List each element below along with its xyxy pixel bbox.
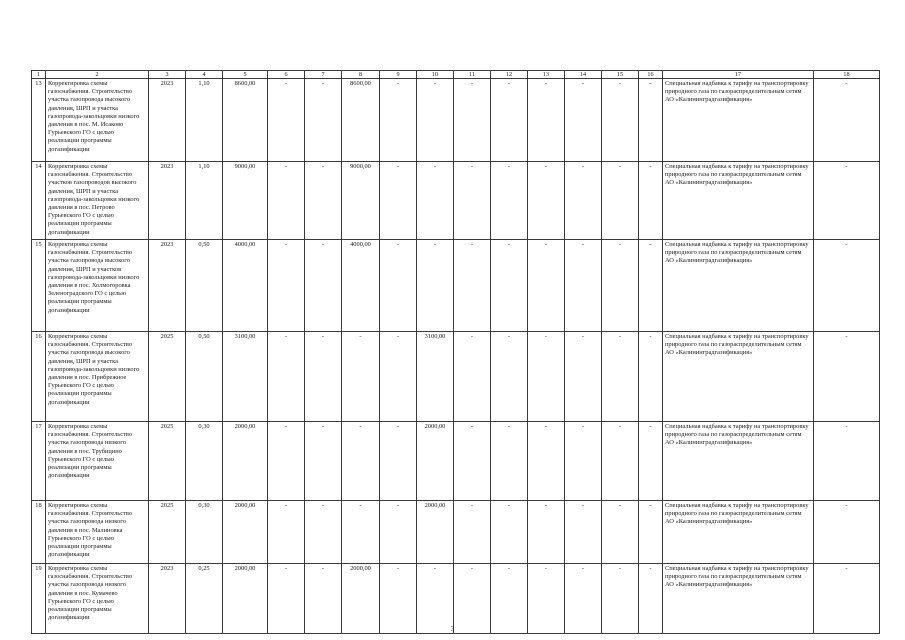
- value-cell: -: [565, 240, 602, 332]
- year-cell: 2023: [149, 240, 186, 332]
- value-cell: -: [602, 501, 639, 564]
- total-cost-cell: 2000,00: [223, 564, 268, 634]
- header-cell: 16: [639, 71, 663, 79]
- value-cell: -: [417, 162, 454, 240]
- description-cell: Корректировка схемы газоснабжения. Строительство участка газопровода низкого давления в пос. Кумачево Гурьевского ГО с целью реализации программы догазификации: [46, 564, 149, 634]
- funding-source-cell: Специальная надбавка к тарифу на транспортировку природного газа по газораспределительным сетям АО «Калининградгазификация»: [663, 422, 814, 501]
- header-cell: 3: [149, 71, 186, 79]
- value-cell: -: [305, 332, 342, 422]
- value-cell: -: [305, 162, 342, 240]
- value-cell: -: [342, 422, 380, 501]
- value-cell: -: [268, 79, 305, 162]
- description-cell: Корректировка схемы газоснабжения. Строительство участка газопровода высокого давления, ШРП и участка газопровода-закольцовки низкого давления в пос. М. Исаково Гурьевского ГО с целью реализации программы догазификации: [46, 79, 149, 162]
- row-number-cell: 14: [32, 162, 46, 240]
- table-row: [32, 332, 880, 422]
- description-cell: Корректировка схемы газоснабжения. Строительство участка газопровода высокого давления, ШРП и участков газопровода-закольцовки низкого давления в пос. Холмогоровка Зеленоградского ГО с целью реализации программы догазификации: [46, 240, 149, 332]
- length-cell: 1,10: [186, 79, 223, 162]
- funding-source-cell: Специальная надбавка к тарифу на транспортировку природного газа по газораспределительным сетям АО «Калининградгазификация»: [663, 332, 814, 422]
- value-cell: -: [417, 564, 454, 634]
- year-cell: 2025: [149, 501, 186, 564]
- total-cost-cell: 3100,00: [223, 332, 268, 422]
- header-cell: 1: [32, 71, 46, 79]
- value-cell: -: [639, 332, 663, 422]
- row-number-cell: 16: [32, 332, 46, 422]
- value-cell: -: [528, 564, 565, 634]
- header-cell: 15: [602, 71, 639, 79]
- year-cell: 2025: [149, 422, 186, 501]
- value-cell: -: [639, 240, 663, 332]
- table-row: [32, 240, 880, 332]
- table-row: [32, 162, 880, 240]
- length-cell: 0,30: [186, 501, 223, 564]
- value-cell: -: [380, 564, 417, 634]
- value-cell: -: [565, 564, 602, 634]
- value-cell: 3100,00: [417, 332, 454, 422]
- value-cell: -: [417, 79, 454, 162]
- year-cell: 2023: [149, 79, 186, 162]
- value-cell: -: [342, 332, 380, 422]
- value-cell: -: [565, 79, 602, 162]
- funding-source-cell: Специальная надбавка к тарифу на транспортировку природного газа по газораспределительным сетям АО «Калининградгазификация»: [663, 162, 814, 240]
- value-cell: -: [454, 422, 491, 501]
- header-cell: 13: [528, 71, 565, 79]
- value-cell: -: [565, 422, 602, 501]
- value-cell: -: [305, 422, 342, 501]
- value-cell: -: [380, 162, 417, 240]
- value-cell: -: [565, 162, 602, 240]
- value-cell: 9000,00: [342, 162, 380, 240]
- total-cost-cell: 2000,00: [223, 501, 268, 564]
- header-cell: 12: [491, 71, 528, 79]
- value-cell: -: [380, 79, 417, 162]
- header-cell: 9: [380, 71, 417, 79]
- value-cell: -: [268, 162, 305, 240]
- value-cell: -: [268, 501, 305, 564]
- value-cell: -: [814, 79, 880, 162]
- length-cell: 0,25: [186, 564, 223, 634]
- table-row: [32, 501, 880, 564]
- value-cell: -: [491, 564, 528, 634]
- value-cell: -: [491, 422, 528, 501]
- value-cell: -: [814, 422, 880, 501]
- value-cell: -: [268, 564, 305, 634]
- value-cell: -: [305, 501, 342, 564]
- value-cell: 8600,00: [342, 79, 380, 162]
- value-cell: -: [454, 240, 491, 332]
- value-cell: -: [491, 162, 528, 240]
- length-cell: 0,30: [186, 422, 223, 501]
- value-cell: -: [417, 240, 454, 332]
- value-cell: -: [814, 332, 880, 422]
- value-cell: -: [639, 564, 663, 634]
- funding-source-cell: Специальная надбавка к тарифу на транспортировку природного газа по газораспределительным сетям АО «Калининградгазификация»: [663, 240, 814, 332]
- row-number-cell: 17: [32, 422, 46, 501]
- value-cell: -: [602, 240, 639, 332]
- row-number-cell: 18: [32, 501, 46, 564]
- header-cell: 10: [417, 71, 454, 79]
- description-cell: Корректировка схемы газоснабжения. Строительство участка газопровода низкого давления в пос. Трубицино Гурьевского ГО с целью реализации программы догазификации: [46, 422, 149, 501]
- total-cost-cell: 9000,00: [223, 162, 268, 240]
- value-cell: -: [565, 501, 602, 564]
- value-cell: 2000,00: [342, 564, 380, 634]
- value-cell: -: [602, 162, 639, 240]
- value-cell: -: [528, 501, 565, 564]
- header-cell: 6: [268, 71, 305, 79]
- value-cell: -: [528, 79, 565, 162]
- table-row: [32, 422, 880, 501]
- value-cell: -: [268, 240, 305, 332]
- value-cell: -: [602, 564, 639, 634]
- header-cell: 18: [814, 71, 880, 79]
- value-cell: -: [305, 564, 342, 634]
- value-cell: -: [491, 332, 528, 422]
- length-cell: 1,10: [186, 162, 223, 240]
- length-cell: 0,50: [186, 332, 223, 422]
- year-cell: 2023: [149, 564, 186, 634]
- year-cell: 2025: [149, 332, 186, 422]
- header-cell: 2: [46, 71, 149, 79]
- description-cell: Корректировка схемы газоснабжения. Строительство участков газопроводов высокого давления, ШРП и участка газопровода-закольцовки низкого давления в пос. Петрово Гурьевского ГО с целью реализации программы догазификации: [46, 162, 149, 240]
- year-cell: 2023: [149, 162, 186, 240]
- table-row: [32, 79, 880, 162]
- value-cell: -: [814, 501, 880, 564]
- value-cell: -: [305, 240, 342, 332]
- row-number-cell: 13: [32, 79, 46, 162]
- value-cell: -: [491, 501, 528, 564]
- value-cell: -: [342, 501, 380, 564]
- value-cell: -: [814, 564, 880, 634]
- value-cell: -: [380, 240, 417, 332]
- value-cell: -: [454, 79, 491, 162]
- header-cell: 5: [223, 71, 268, 79]
- value-cell: -: [528, 332, 565, 422]
- investment-program-table: [31, 70, 880, 634]
- value-cell: 2000,00: [417, 422, 454, 501]
- value-cell: -: [268, 422, 305, 501]
- row-number-cell: 15: [32, 240, 46, 332]
- value-cell: -: [454, 501, 491, 564]
- value-cell: -: [528, 162, 565, 240]
- funding-source-cell: Специальная надбавка к тарифу на транспортировку природного газа по газораспределительным сетям АО «Калининградгазификация»: [663, 501, 814, 564]
- value-cell: -: [268, 332, 305, 422]
- value-cell: -: [814, 240, 880, 332]
- header-cell: 4: [186, 71, 223, 79]
- header-cell: 14: [565, 71, 602, 79]
- total-cost-cell: 4000,00: [223, 240, 268, 332]
- value-cell: 4000,00: [342, 240, 380, 332]
- header-cell: 11: [454, 71, 491, 79]
- value-cell: -: [454, 162, 491, 240]
- length-cell: 0,50: [186, 240, 223, 332]
- value-cell: -: [380, 501, 417, 564]
- value-cell: -: [565, 332, 602, 422]
- value-cell: -: [491, 240, 528, 332]
- value-cell: -: [454, 332, 491, 422]
- value-cell: -: [602, 332, 639, 422]
- header-cell: 8: [342, 71, 380, 79]
- funding-source-cell: Специальная надбавка к тарифу на транспортировку природного газа по газораспределительным сетям АО «Калининградгазификация»: [663, 564, 814, 634]
- value-cell: 2000,00: [417, 501, 454, 564]
- header-cell: 7: [305, 71, 342, 79]
- description-cell: Корректировка схемы газоснабжения. Строительство участка газопровода высокого давления, ШРП и участка газопровода-закольцовки низкого давления в пос. Прибрежное Гурьевского ГО с целью реализации программы догазификации: [46, 332, 149, 422]
- page-number: 3: [450, 625, 455, 633]
- value-cell: -: [639, 162, 663, 240]
- total-cost-cell: 8600,00: [223, 79, 268, 162]
- description-cell: Корректировка схемы газоснабжения. Строительство участка газопровода низкого давления в пос. Малиновка Гурьевского ГО с целью реализации программы догазификации: [46, 501, 149, 564]
- value-cell: -: [814, 162, 880, 240]
- value-cell: -: [454, 564, 491, 634]
- row-number-cell: 19: [32, 564, 46, 634]
- column-number-header-row: [32, 71, 880, 79]
- value-cell: -: [380, 422, 417, 501]
- value-cell: -: [639, 501, 663, 564]
- funding-source-cell: Специальная надбавка к тарифу на транспортировку природного газа по газораспределительным сетям АО «Калининградгазификация»: [663, 79, 814, 162]
- value-cell: -: [602, 422, 639, 501]
- header-cell: 17: [663, 71, 814, 79]
- value-cell: -: [528, 422, 565, 501]
- value-cell: -: [602, 79, 639, 162]
- table-row: [32, 564, 880, 634]
- value-cell: -: [639, 422, 663, 501]
- value-cell: -: [639, 79, 663, 162]
- value-cell: -: [380, 332, 417, 422]
- value-cell: -: [528, 240, 565, 332]
- value-cell: -: [305, 79, 342, 162]
- value-cell: -: [491, 79, 528, 162]
- total-cost-cell: 2000,00: [223, 422, 268, 501]
